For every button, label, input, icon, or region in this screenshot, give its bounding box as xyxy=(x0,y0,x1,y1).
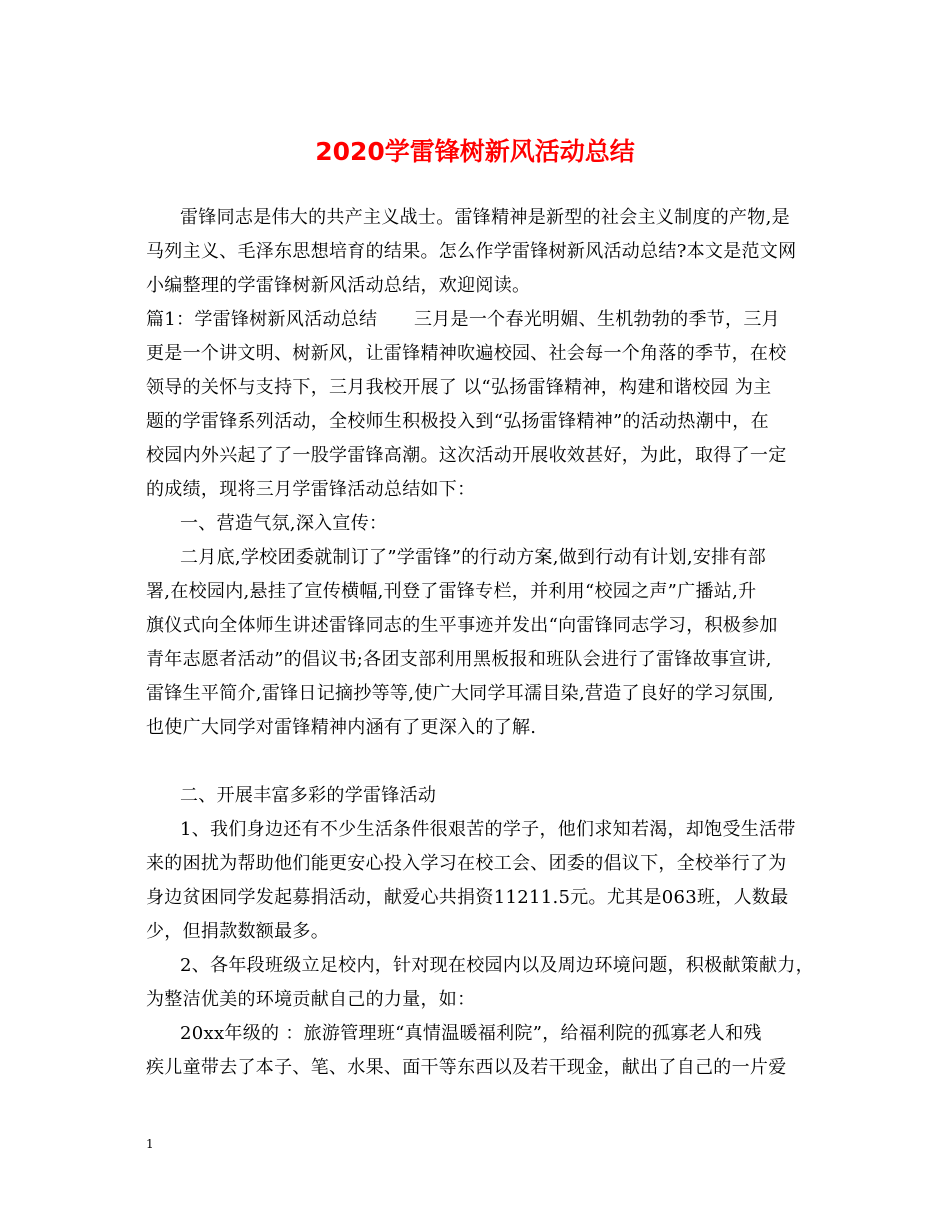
text-line: 校园内外兴起了了一股学雷锋高潮。这次活动开展收效甚好，为此，取得了一定 xyxy=(146,445,787,466)
text-line: 雷锋同志是伟大的共产主义战士。雷锋精神是新型的社会主义制度的产物,是 xyxy=(180,207,790,228)
section-heading: 二、开展丰富多彩的学雷锋活动 xyxy=(180,785,437,806)
page-title: 2020学雷锋树新风活动总结 xyxy=(315,137,635,166)
text-line: 署,在校园内,悬挂了宣传横幅,刊登了雷锋专栏，并利用“校园之声”广播站,升 xyxy=(146,581,757,602)
text-line: 为整洁优美的环境贡献自己的力量，如： xyxy=(146,989,476,1010)
text-line: 马列主义、毛泽东思想培育的结果。怎么作学雷锋树新风活动总结?本文是范文网 xyxy=(146,241,797,262)
text-line: 身边贫困同学发起募捐活动，献爱心共捐资11211.5元。尤其是063班，人数最 xyxy=(146,887,789,908)
text-line: 也使广大同学对雷锋精神内涵有了更深入的了解. xyxy=(146,717,537,738)
text-line: 更是一个讲文明、树新风，让雷锋精神吹遍校园、社会每一个角落的季节，在校 xyxy=(146,343,787,364)
text-line: 题的学雷锋系列活动，全校师生积极投入到“弘扬雷锋精神”的活动热潮中，在 xyxy=(146,411,769,432)
text-line: 少，但捐款数额最多。 xyxy=(146,921,329,942)
text-line: 的成绩，现将三月学雷锋活动总结如下： xyxy=(146,479,476,500)
text-line: 2、各年段班级立足校内，针对现在校园内以及周边环境问题，积极献策献力， xyxy=(180,955,814,976)
text-line: 来的困扰为帮助他们能更安心投入学习在校工会、团委的倡议下，全校举行了为 xyxy=(146,853,787,874)
text-line: 二月底,学校团委就制订了”学雷锋”的行动方案,做到行动有计划,安排有部 xyxy=(180,547,767,568)
text-line: 旗仪式向全体师生讲述雷锋同志的生平事迹并发出“向雷锋同志学习，积极参加 xyxy=(146,615,778,636)
text-line: 篇1：学雷锋树新风活动总结 三月是一个春光明媚、生机勃勃的季节，三月 xyxy=(146,309,780,330)
text-line: 领导的关怀与支持下，三月我校开展了 以“弘扬雷锋精神，构建和谐校园 为主 xyxy=(146,377,772,398)
text-line: 20xx年级的 ：旅游管理班“真情温暖福利院”，给福利院的孤寡老人和残 xyxy=(180,1023,762,1044)
page-number: 1 xyxy=(146,1137,154,1151)
text-line: 青年志愿者活动”的倡议书;各团支部利用黑板报和班队会进行了雷锋故事宣讲, xyxy=(146,649,772,670)
text-line: 1、我们身边还有不少生活条件很艰苦的学子，他们求知若渴，却饱受生活带 xyxy=(180,819,796,840)
text-line: 小编整理的学雷锋树新风活动总结，欢迎阅读。 xyxy=(146,275,531,296)
text-line: 雷锋生平简介,雷锋日记摘抄等等,使广大同学耳濡目染,营造了良好的学习氛围, xyxy=(146,683,774,704)
text-line: 疾儿童带去了本子、笔、水果、面干等东西以及若干现金，献出了自己的一片爱 xyxy=(146,1057,787,1078)
section-heading: 一、营造气氛,深入宣传： xyxy=(180,513,388,534)
